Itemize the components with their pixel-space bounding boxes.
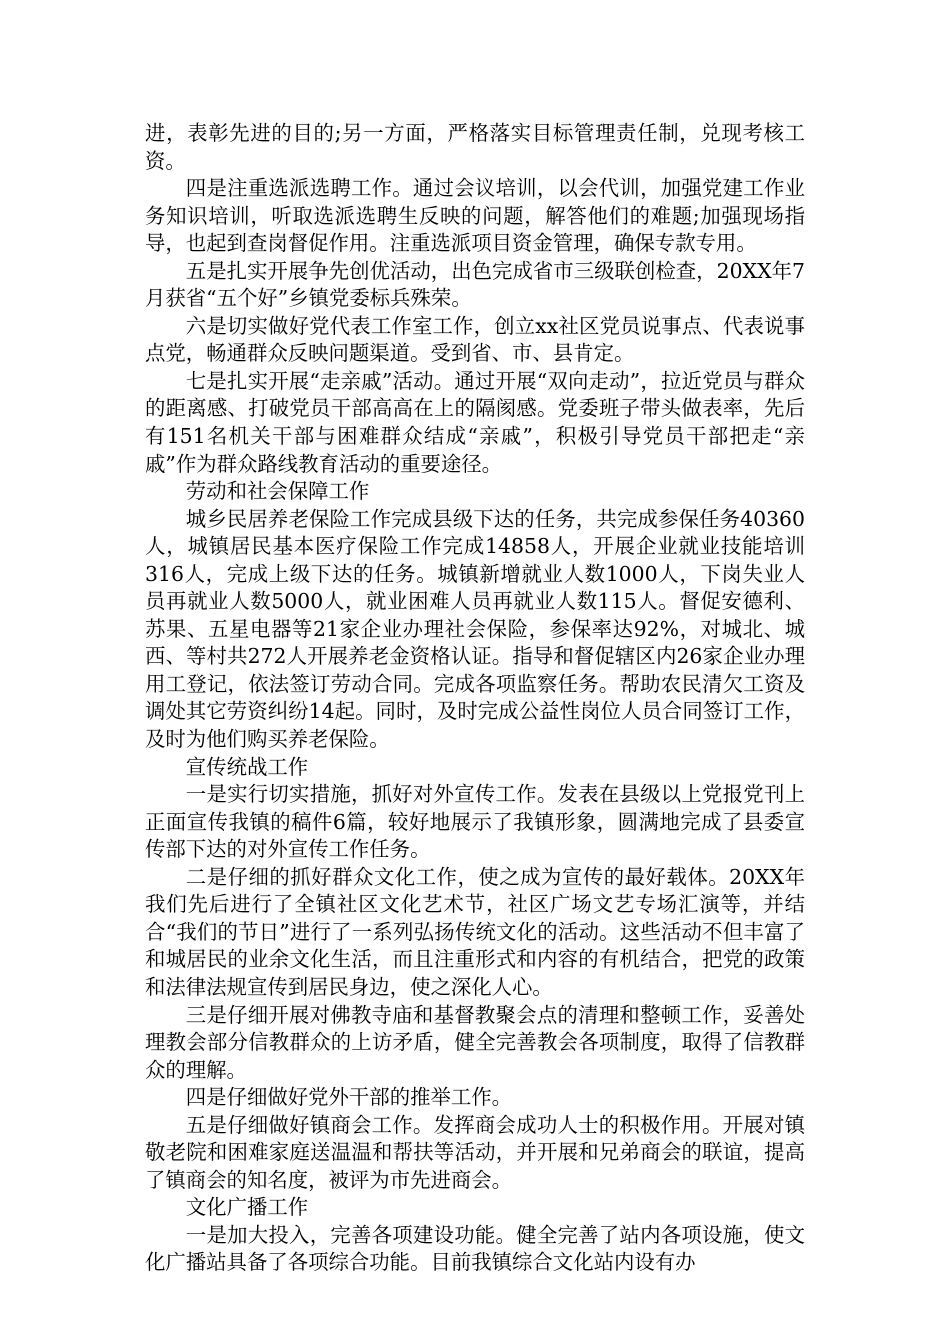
paragraph: 四是注重选派选聘工作。通过会议培训，以会代训，加强党建工作业务知识培训，听取选派选聘生反映的问题，解答他们的难题;加强现场指导，也起到查岗督促作用。注重选派项目资金管理，确保专款专用。 <box>145 176 805 256</box>
section-heading: 宣传统战工作 <box>185 754 309 779</box>
paragraph: 五是扎实开展争先创优活动，出色完成省市三级联创检查，20XX年7月获省“五个好”乡镇党委标兵殊荣。 <box>145 258 805 311</box>
paragraph: 城乡民居养老保险工作完成县级下达的任务，共完成参保任务40360人，城镇居民基本医疗保险工作完成14858人，开展企业就业技能培训316人，完成上级下达的任务。城镇新增就业人数1000人，下岗失业人员再就业人数5000人，就业困难人员再就业人数115人。督促安德利、苏果、五星电器等21家企业办理社会保险，参保率达92%，对城北、城西、等村共272人开展养老金资格认证。指导和督促辖区内26家企业办理用工登记，依法签订劳动合同。完成各项监察任务。帮助农民清欠工资及调处其它劳资纠纷14起。同时，及时完成公益性岗位人员合同签订工作，及时为他们购买养老保险。 <box>145 506 805 752</box>
paragraph: 七是扎实开展“走亲戚”活动。通过开展“双向走动”，拉近党员与群众的距离感、打破党员干部高高在上的隔阂感。党委班子带头做表率，先后有151名机关干部与困难群众结成“亲戚”，积极引导党员干部把走“亲戚”作为群众路线教育活动的重要途径。 <box>145 368 805 476</box>
paragraph: 五是仔细做好镇商会工作。发挥商会成功人士的积极作用。开展对镇敬老院和困难家庭送温温和帮扶等活动，并开展和兄弟商会的联谊，提高了镇商会的知名度，被评为市先进商会。 <box>145 1112 805 1192</box>
paragraph: 进，表彰先进的目的;另一方面，严格落实目标管理责任制，兑现考核工资。 <box>145 121 805 173</box>
paragraph: 一是实行切实措施，抓好对外宣传工作。发表在县级以上党报党刊上正面宣传我镇的稿件6篇，较好地展示了我镇形象，圆满地完成了县委宣传部下达的对外宣传工作任务。 <box>145 782 805 862</box>
paragraph: 二是仔细的抓好群众文化工作，使之成为宣传的最好载体。20XX年我们先后进行了全镇社区文化艺术节，社区广场文艺专场汇演等，并结合“我们的节日”进行了一系列弘扬传统文化的活动。这些活动不但丰富了和城居民的业余文化生活，而且注重形式和内容的有机结合，把党的政策和法律法规宣传到居民身边，使之深化人心。 <box>145 864 805 999</box>
paragraph: 四是仔细做好党外干部的推举工作。 <box>185 1085 513 1110</box>
section-heading: 劳动和社会保障工作 <box>185 479 370 504</box>
document-page <box>145 120 805 1277</box>
section-heading: 文化广播工作 <box>185 1195 309 1220</box>
paragraph: 三是仔细开展对佛教寺庙和基督教聚会点的清理和整顿工作，妥善处理教会部分信教群众的上访矛盾，健全完善教会各项制度，取得了信教群众的理解。 <box>145 1002 805 1082</box>
paragraph: 一是加大投入，完善各项建设功能。健全完善了站内各项设施，使文化广播站具备了各项综合功能。目前我镇综合文化站内设有办 <box>145 1222 805 1275</box>
paragraph: 六是切实做好党代表工作室工作，创立xx社区党员说事点、代表说事点党，畅通群众反映问题渠道。受到省、市、县肯定。 <box>145 313 805 366</box>
